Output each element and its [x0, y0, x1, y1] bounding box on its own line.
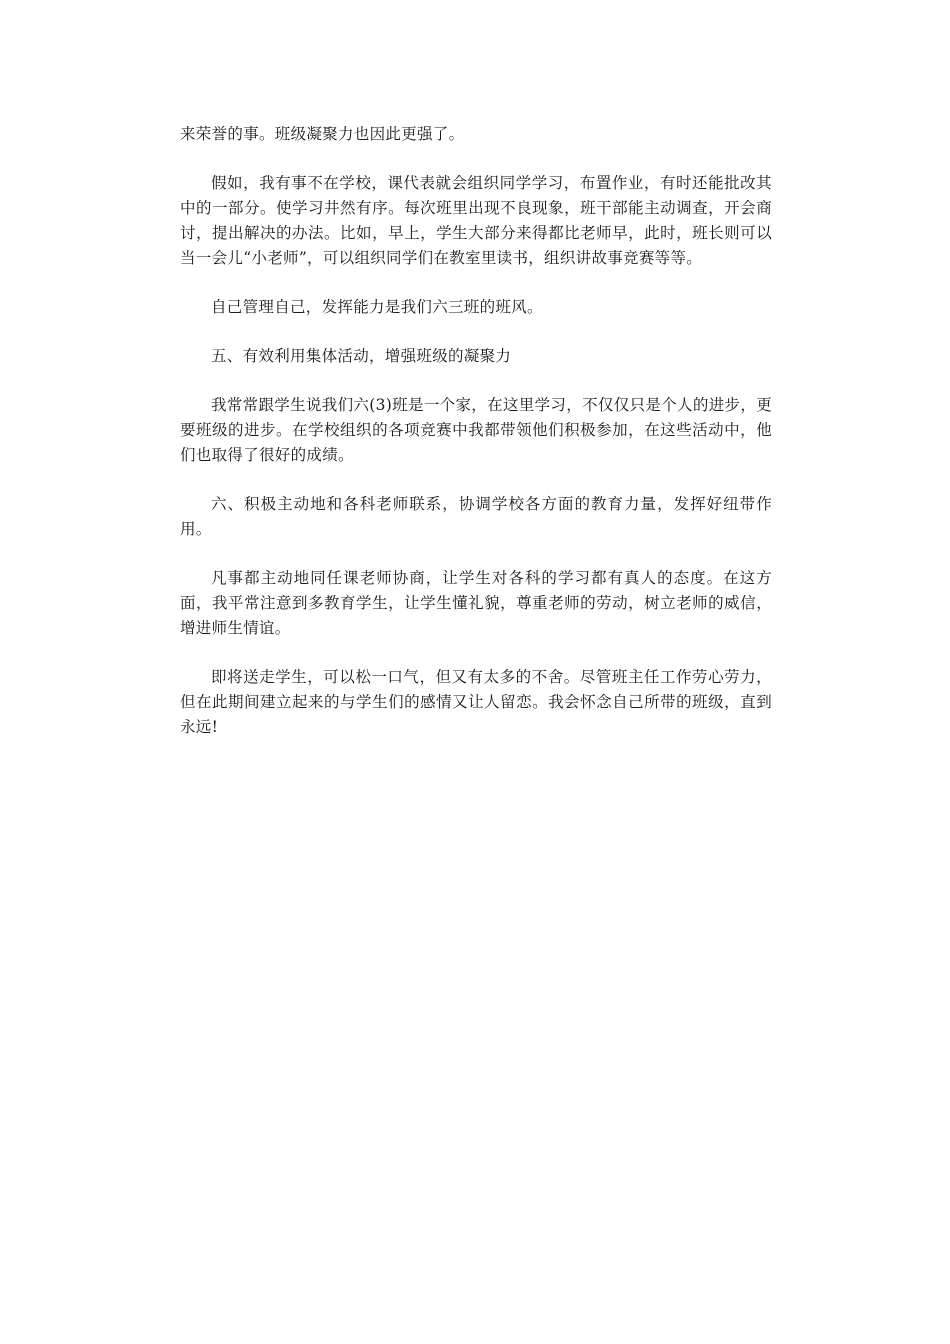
paragraph-teacher-cooperation: 凡事都主动地同任课老师协商，让学生对各科的学习都有真人的态度。在这方面，我平常注意到多教育学生，让学生懂礼貌，尊重老师的劳动，树立老师的威信，增进师生情谊。: [180, 569, 772, 637]
paragraph-continuation: 来荣誉的事。班级凝聚力也因此更强了。: [180, 125, 465, 143]
paragraph-class-representative: 假如，我有事不在学校，课代表就会组织同学学习，布置作业，有时还能批改其中的一部分。使学习井然有序。每次班里出现不良现象，班干部能主动调查，开会商讨，提出解决的办法。比如，早上，学生大部分来得都比老师早，此时，班长则可以当一会儿“小老师”，可以组织同学们在教室里读书，组织讲故事竞赛等等。: [180, 174, 772, 267]
paragraph-class-family: 我常常跟学生说我们六(3)班是一个家，在这里学习，不仅仅只是个人的进步，更要班级的进步。在学校组织的各项竞赛中我都带领他们积极参加，在这些活动中，他们也取得了很好的成绩。: [180, 396, 772, 464]
document-body: [180, 122, 772, 764]
section-heading-six: 六、积极主动地和各科老师联系，协调学校各方面的教育力量，发挥好纽带作用。: [180, 495, 772, 538]
paragraph-class-motto: 自己管理自己，发挥能力是我们六三班的班风。: [211, 298, 543, 316]
paragraph-closing: 即将送走学生，可以松一口气，但又有太多的不舍。尽管班主任工作劳心劳力，但在此期间建立起来的与学生们的感情又让人留恋。我会怀念自己所带的班级，直到永远!: [180, 668, 772, 736]
section-heading-five: 五、有效利用集体活动，增强班级的凝聚力: [211, 347, 512, 365]
